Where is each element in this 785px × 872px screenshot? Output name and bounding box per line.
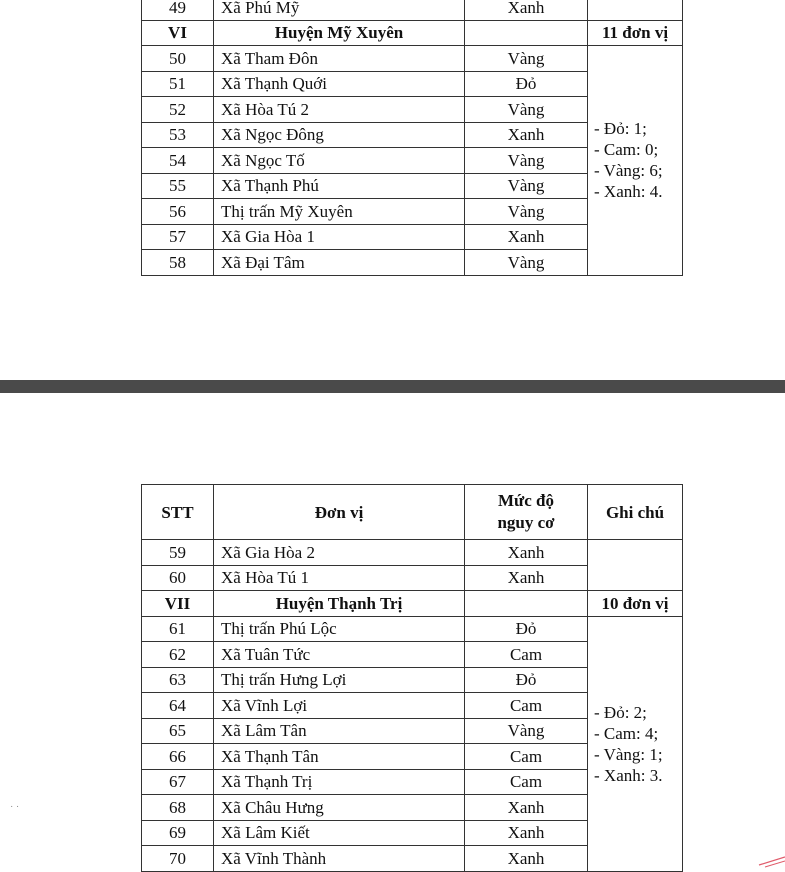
summary-line: - Vàng: 1; xyxy=(594,744,663,764)
row-unit: Xã Thạnh Phú xyxy=(214,173,465,199)
row-unit: Xã Vĩnh Lợi xyxy=(214,693,465,719)
row-risk: Vàng xyxy=(465,173,588,199)
row-risk: Cam xyxy=(465,693,588,719)
group-code: VI xyxy=(142,20,214,46)
row-risk: Vàng xyxy=(465,46,588,72)
row-stt: 55 xyxy=(142,173,214,199)
group-summary-note xyxy=(588,616,683,871)
header-note: Ghi chú xyxy=(588,485,683,540)
table-header-row xyxy=(142,485,683,540)
row-risk: Xanh xyxy=(465,565,588,591)
row-unit: Thị trấn Mỹ Xuyên xyxy=(214,199,465,225)
row-risk: Vàng xyxy=(465,250,588,276)
table-row xyxy=(142,616,683,642)
row-stt: 70 xyxy=(142,846,214,872)
row-stt: 66 xyxy=(142,744,214,770)
row-unit: Xã Đại Tâm xyxy=(214,250,465,276)
row-stt: 57 xyxy=(142,224,214,250)
row-stt: 54 xyxy=(142,148,214,174)
row-unit: Xã Gia Hòa 1 xyxy=(214,224,465,250)
header-unit: Đơn vị xyxy=(214,485,465,540)
table-row xyxy=(142,540,683,566)
row-unit: Thị trấn Phú Lộc xyxy=(214,616,465,642)
row-risk: Xanh xyxy=(465,540,588,566)
row-risk: Cam xyxy=(465,642,588,668)
row-unit: Xã Hòa Tú 2 xyxy=(214,97,465,123)
row-unit: Xã Gia Hòa 2 xyxy=(214,540,465,566)
summary-line: - Đỏ: 1; xyxy=(594,119,647,139)
row-risk: Vàng xyxy=(465,97,588,123)
document-page-bottom xyxy=(0,393,785,869)
row-risk: Vàng xyxy=(465,718,588,744)
row-stt: 53 xyxy=(142,122,214,148)
row-unit: Xã Lâm Tân xyxy=(214,718,465,744)
row-risk: Xanh xyxy=(465,0,588,20)
row-note-empty xyxy=(588,0,683,20)
group-count: 10 đơn vị xyxy=(588,591,683,617)
group-risk-empty xyxy=(465,20,588,46)
table-row xyxy=(142,0,683,20)
document-page-top xyxy=(0,0,785,380)
row-unit: Xã Vĩnh Thành xyxy=(214,846,465,872)
row-risk: Xanh xyxy=(465,846,588,872)
summary-line: - Xanh: 4. xyxy=(594,182,663,202)
row-stt: 50 xyxy=(142,46,214,72)
row-unit: Xã Phú Mỹ xyxy=(214,0,465,20)
row-stt: 61 xyxy=(142,616,214,642)
row-note-empty xyxy=(588,540,683,591)
row-unit: Xã Lâm Kiết xyxy=(214,820,465,846)
page-separator xyxy=(0,380,785,393)
row-risk: Đỏ xyxy=(465,616,588,642)
row-unit: Xã Tham Đôn xyxy=(214,46,465,72)
scan-specks: ˙ ˙ xyxy=(10,805,20,816)
group-risk-empty xyxy=(465,591,588,617)
row-unit: Xã Ngọc Tố xyxy=(214,148,465,174)
row-stt: 51 xyxy=(142,71,214,97)
group-row xyxy=(142,591,683,617)
table-row xyxy=(142,46,683,72)
row-stt: 49 xyxy=(142,0,214,20)
header-risk xyxy=(465,485,588,540)
risk-table-bottom xyxy=(141,484,683,872)
risk-table-top xyxy=(141,0,683,276)
row-risk: Cam xyxy=(465,769,588,795)
row-stt: 64 xyxy=(142,693,214,719)
row-stt: 65 xyxy=(142,718,214,744)
row-unit: Xã Hòa Tú 1 xyxy=(214,565,465,591)
row-unit: Xã Châu Hưng xyxy=(214,795,465,821)
row-risk: Xanh xyxy=(465,122,588,148)
row-unit: Xã Thạnh Tân xyxy=(214,744,465,770)
header-risk-line2: nguy cơ xyxy=(497,513,555,532)
header-risk-line1: Mức độ xyxy=(498,491,554,510)
group-count: 11 đơn vị xyxy=(588,20,683,46)
row-stt: 67 xyxy=(142,769,214,795)
group-code: VII xyxy=(142,591,214,617)
summary-line: - Cam: 4; xyxy=(594,723,659,743)
row-risk: Vàng xyxy=(465,199,588,225)
row-unit: Xã Thạnh Trị xyxy=(214,769,465,795)
row-stt: 69 xyxy=(142,820,214,846)
row-unit: Thị trấn Hưng Lợi xyxy=(214,667,465,693)
row-risk: Đỏ xyxy=(465,71,588,97)
row-unit: Xã Ngọc Đông xyxy=(214,122,465,148)
summary-line: - Đỏ: 2; xyxy=(594,702,647,722)
row-unit: Xã Tuân Tức xyxy=(214,642,465,668)
row-stt: 52 xyxy=(142,97,214,123)
row-stt: 62 xyxy=(142,642,214,668)
row-stt: 56 xyxy=(142,199,214,225)
row-risk: Xanh xyxy=(465,820,588,846)
row-risk: Đỏ xyxy=(465,667,588,693)
row-stt: 60 xyxy=(142,565,214,591)
row-risk: Cam xyxy=(465,744,588,770)
row-stt: 58 xyxy=(142,250,214,276)
row-risk: Xanh xyxy=(465,224,588,250)
group-name: Huyện Mỹ Xuyên xyxy=(214,20,465,46)
summary-line: - Vàng: 6; xyxy=(594,161,663,181)
row-risk: Xanh xyxy=(465,795,588,821)
page-corner-mark xyxy=(755,855,785,869)
summary-line: - Xanh: 3. xyxy=(594,765,663,785)
row-stt: 59 xyxy=(142,540,214,566)
row-stt: 68 xyxy=(142,795,214,821)
summary-line: - Cam: 0; xyxy=(594,140,659,160)
row-stt: 63 xyxy=(142,667,214,693)
row-unit: Xã Thạnh Quới xyxy=(214,71,465,97)
header-stt: STT xyxy=(142,485,214,540)
group-summary-note xyxy=(588,46,683,276)
group-name: Huyện Thạnh Trị xyxy=(214,591,465,617)
row-risk: Vàng xyxy=(465,148,588,174)
group-row xyxy=(142,20,683,46)
